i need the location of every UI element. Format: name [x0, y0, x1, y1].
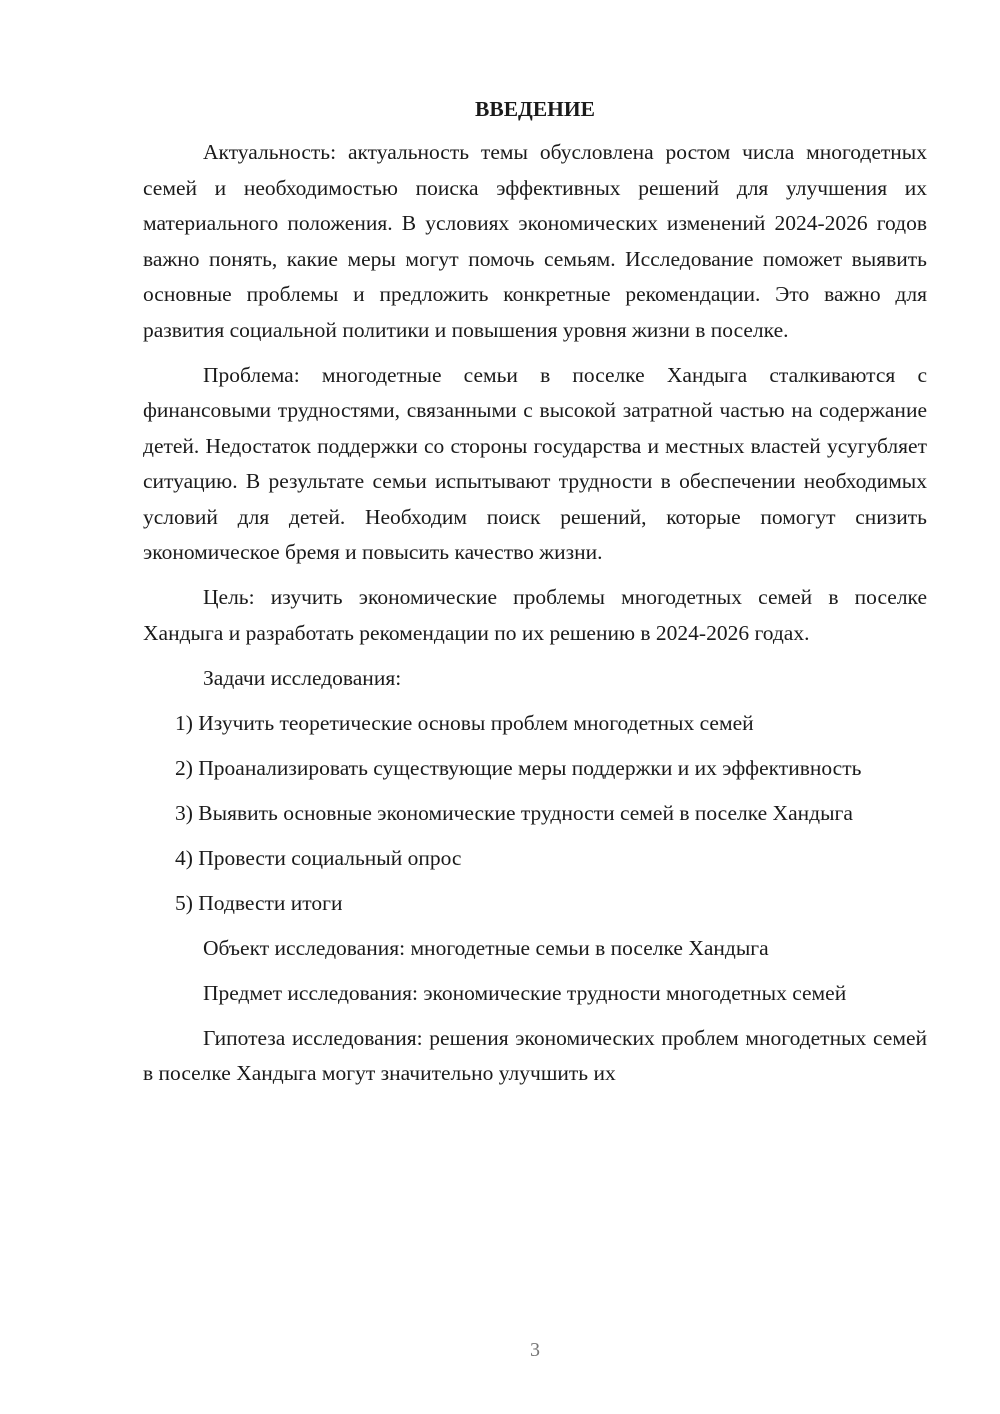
goal-paragraph: Цель: изучить экономические проблемы многодетных семей в поселке Хандыга и разработать рекомендации по их решению в 2024-2026 годах. [143, 585, 927, 645]
relevance-paragraph: Актуальность: актуальность темы обусловлена ростом числа многодетных семей и необходимостью поиска эффективных решений для улучшения их материального положения. В условиях экономических изменений 2024-2026 годов важно понять, какие меры могут помочь семьям. Исследование поможет выявить основные проблемы и предложить конкретные рекомендации. Это важно для развития социальной политики и повышения уровня жизни в поселке. [143, 140, 927, 342]
hypothesis-paragraph: Гипотеза исследования: решения экономических проблем многодетных семей в поселке Хандыга могут значительно улучшить их [143, 1025, 927, 1085]
section-heading: ВВЕДЕНИЕ [475, 97, 595, 121]
object-paragraph: Объект исследования: многодетные семьи в поселке Хандыга [203, 935, 769, 960]
task-item: 3) Выявить основные экономические трудности семей в поселке Хандыга [175, 800, 853, 825]
problem-paragraph: Проблема: многодетные семьи в поселке Хандыга сталкиваются с финансовыми трудностями, связанными с высокой затратной частью на содержание детей. Недостаток поддержки со стороны государства и местных властей усугубляет ситуацию. В результате семьи испытывают трудности в обеспечении необходимых условий для детей. Необходим поиск решений, которые помогут снизить экономическое бремя и повысить качество жизни. [143, 362, 927, 564]
tasks-label: Задачи исследования: [203, 665, 402, 690]
task-item: 2) Проанализировать существующие меры поддержки и их эффективность [175, 755, 862, 780]
task-item: 5) Подвести итоги [175, 890, 343, 915]
page-content [143, 92, 927, 1101]
subject-paragraph: Предмет исследования: экономические трудности многодетных семей [203, 980, 847, 1005]
task-item: 4) Провести социальный опрос [175, 845, 462, 870]
page-number: 3 [530, 1339, 540, 1361]
task-item: 1) Изучить теоретические основы проблем многодетных семей [175, 710, 754, 735]
